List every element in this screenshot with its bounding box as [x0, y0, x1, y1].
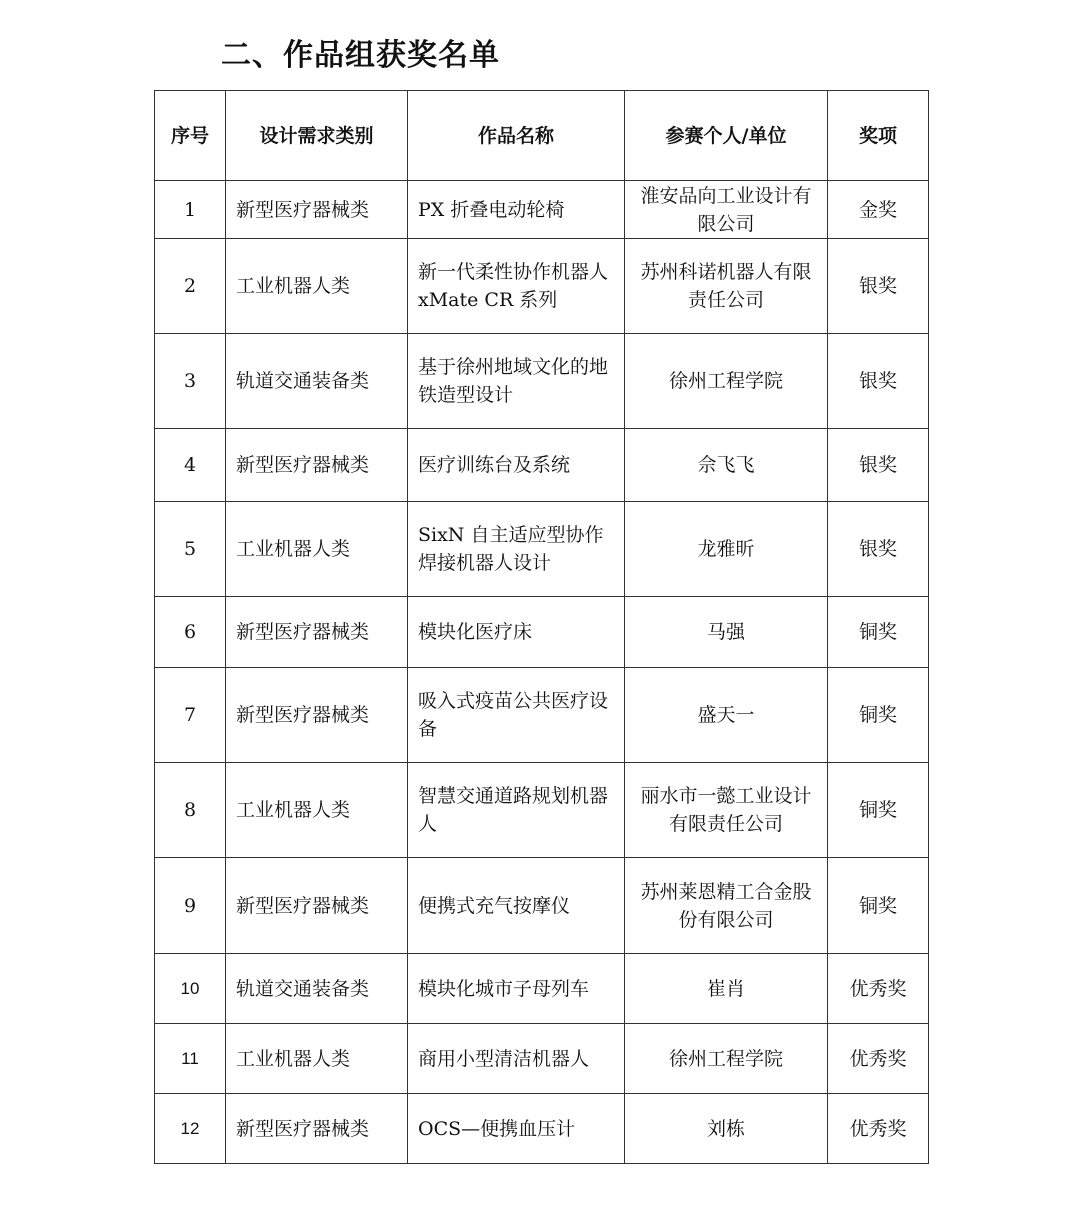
row-category: 新型医疗器械类 [226, 1094, 408, 1164]
page-title: 二、作品组获奖名单 [221, 38, 500, 73]
row-index: 3 [155, 334, 226, 429]
row-index: 1 [155, 181, 226, 239]
row-work-name: PX 折叠电动轮椅 [408, 181, 625, 239]
row-work-name: 智慧交通道路规划机器人 [408, 763, 625, 858]
row-work-name: SixN 自主适应型协作焊接机器人设计 [408, 502, 625, 597]
row-index: 12 [155, 1094, 226, 1164]
row-entrant: 徐州工程学院 [625, 1024, 828, 1094]
table-row [155, 1024, 929, 1094]
row-entrant: 丽水市一懿工业设计有限责任公司 [625, 763, 828, 858]
table-row [155, 668, 929, 763]
header-work-name: 作品名称 [408, 91, 625, 181]
row-work-name: 便携式充气按摩仪 [408, 858, 625, 954]
table-row [155, 763, 929, 858]
row-entrant: 苏州莱恩精工合金股份有限公司 [625, 858, 828, 954]
table-row [155, 954, 929, 1024]
row-award: 金奖 [828, 181, 929, 239]
table-row [155, 1094, 929, 1164]
row-work-name: 新一代柔性协作机器人 xMate CR 系列 [408, 239, 625, 334]
table-row [155, 858, 929, 954]
row-index: 10 [155, 954, 226, 1024]
row-entrant: 佘飞飞 [625, 429, 828, 502]
row-work-name: OCS—便携血压计 [408, 1094, 625, 1164]
row-entrant: 马强 [625, 597, 828, 668]
row-category: 轨道交通装备类 [226, 334, 408, 429]
row-entrant: 徐州工程学院 [625, 334, 828, 429]
row-award: 优秀奖 [828, 1094, 929, 1164]
header-category: 设计需求类别 [226, 91, 408, 181]
row-index: 8 [155, 763, 226, 858]
header-entrant: 参赛个人/单位 [625, 91, 828, 181]
row-entrant: 淮安品向工业设计有限公司 [625, 181, 828, 239]
row-work-name: 基于徐州地域文化的地铁造型设计 [408, 334, 625, 429]
header-index: 序号 [155, 91, 226, 181]
row-award: 铜奖 [828, 858, 929, 954]
row-category: 工业机器人类 [226, 239, 408, 334]
row-award: 铜奖 [828, 763, 929, 858]
row-work-name: 吸入式疫苗公共医疗设备 [408, 668, 625, 763]
row-category: 新型医疗器械类 [226, 429, 408, 502]
row-index: 5 [155, 502, 226, 597]
row-entrant: 刘栋 [625, 1094, 828, 1164]
row-entrant: 龙雅昕 [625, 502, 828, 597]
row-award: 铜奖 [828, 668, 929, 763]
row-award: 银奖 [828, 502, 929, 597]
table-row [155, 429, 929, 502]
row-category: 轨道交通装备类 [226, 954, 408, 1024]
row-entrant: 崔肖 [625, 954, 828, 1024]
row-work-name: 商用小型清洁机器人 [408, 1024, 625, 1094]
row-award: 优秀奖 [828, 1024, 929, 1094]
table-row [155, 181, 929, 239]
table-row [155, 334, 929, 429]
row-index: 9 [155, 858, 226, 954]
row-category: 工业机器人类 [226, 1024, 408, 1094]
table-row [155, 239, 929, 334]
row-award: 银奖 [828, 239, 929, 334]
row-work-name: 模块化医疗床 [408, 597, 625, 668]
row-entrant: 苏州科诺机器人有限责任公司 [625, 239, 828, 334]
row-index: 11 [155, 1024, 226, 1094]
awards-table [154, 90, 929, 1164]
row-category: 新型医疗器械类 [226, 858, 408, 954]
row-category: 新型医疗器械类 [226, 597, 408, 668]
row-award: 银奖 [828, 429, 929, 502]
row-work-name: 医疗训练台及系统 [408, 429, 625, 502]
table-header-row [155, 91, 929, 181]
row-award: 银奖 [828, 334, 929, 429]
row-index: 2 [155, 239, 226, 334]
row-index: 4 [155, 429, 226, 502]
table-row [155, 502, 929, 597]
header-award: 奖项 [828, 91, 929, 181]
row-index: 7 [155, 668, 226, 763]
row-work-name: 模块化城市子母列车 [408, 954, 625, 1024]
row-award: 优秀奖 [828, 954, 929, 1024]
row-entrant: 盛天一 [625, 668, 828, 763]
row-award: 铜奖 [828, 597, 929, 668]
row-category: 新型医疗器械类 [226, 668, 408, 763]
row-category: 工业机器人类 [226, 763, 408, 858]
table-row [155, 597, 929, 668]
row-index: 6 [155, 597, 226, 668]
row-category: 工业机器人类 [226, 502, 408, 597]
row-category: 新型医疗器械类 [226, 181, 408, 239]
